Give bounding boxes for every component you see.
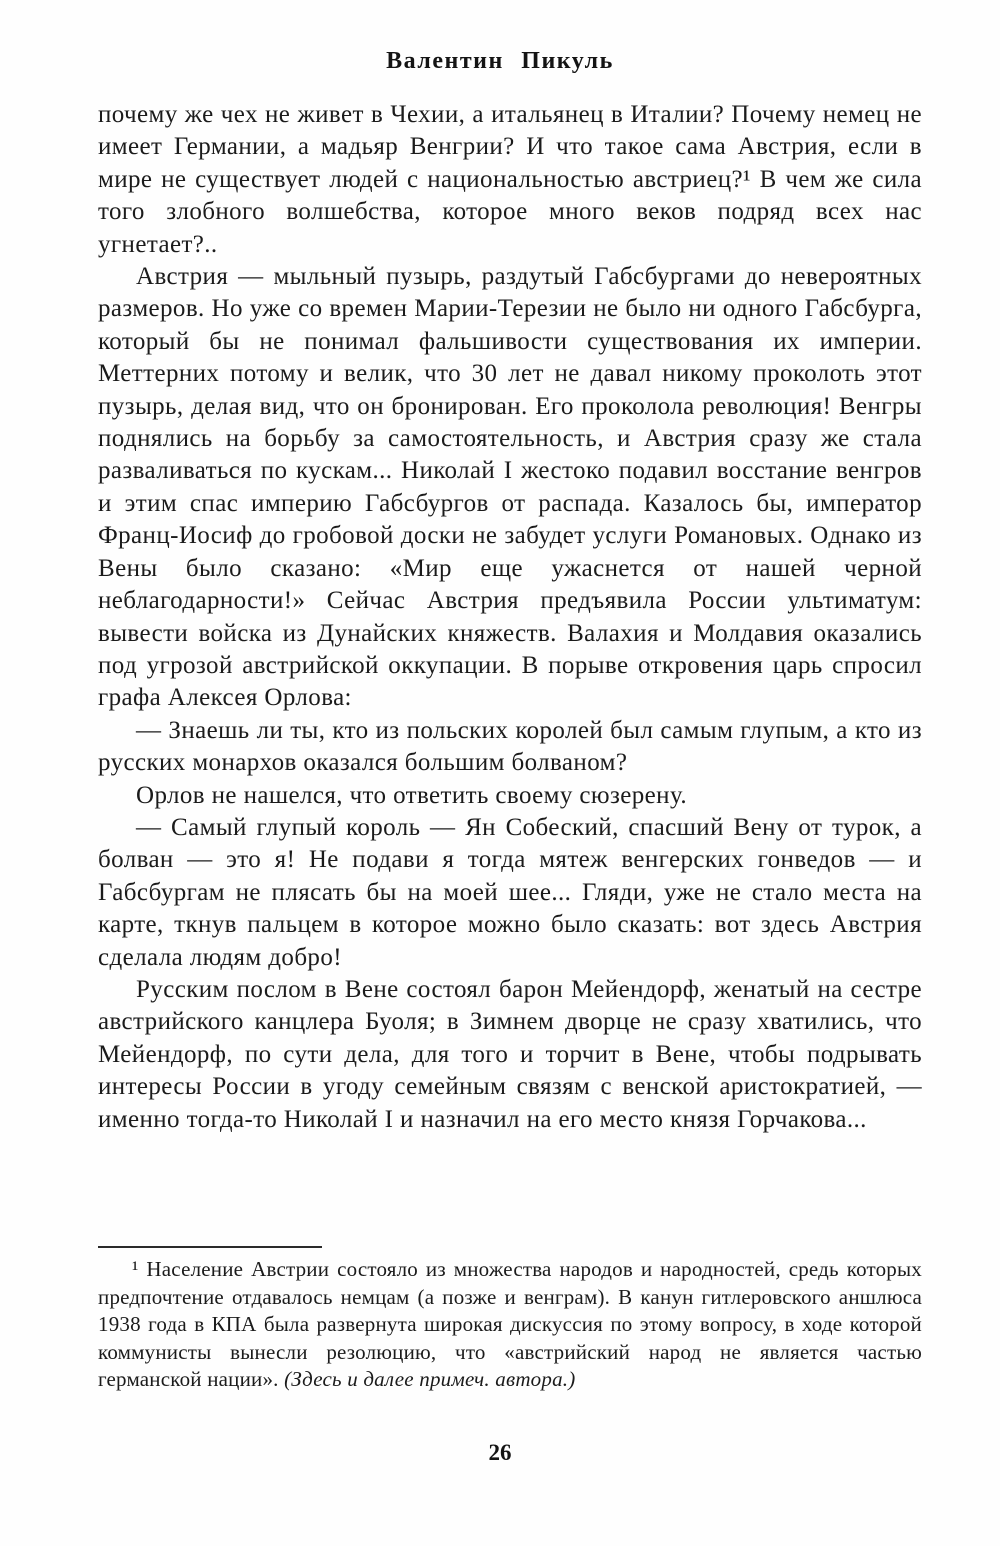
page-number: 26: [488, 1440, 512, 1465]
paragraph: Орлов не нашелся, что ответить своему сюзерену.: [136, 781, 687, 809]
footnote: [98, 1256, 922, 1394]
paragraph: Русским послом в Вене состоял барон Мейендорф, женатый на сестре австрийского канцлера Буоля; в Зимнем дворце не сразу хватились, что Мейендорф, по сути дела, для того и торчит в Вене, чтобы подрывать интересы России в угоду семейным связям с венской аристократией, — именно тогда-то Николай I и назначил на его место князя Горчакова...: [98, 975, 922, 1133]
footnote-text: ¹ Население Австрии состояло из множества народов и народностей, средь которых предпочтение отдавалось немцам (а позже и венграм). В канун гитлеровского аншлюса 1938 года в КПА была развернута широкая дискуссия по этому вопросу, в ходе которой коммунисты вынесли резолюцию, что «австрийский народ не является частью германской нации».: [98, 1257, 922, 1392]
paragraph: почему же чех не живет в Чехии, а итальянец в Италии? Почему немец не имеет Германии, а мадьяр Венгрии? И что такое сама Австрия, если в мире не существует людей с национальностью австриец?¹ В чем же сила того злобного волшебства, которое много веков подряд всех нас угнетает?..: [98, 101, 922, 258]
paragraph-dialogue: — Знаешь ли ты, кто из польских королей был самым глупым, а кто из русских монархов оказался большим болваном?: [98, 716, 922, 777]
footnote-separator: [98, 1246, 322, 1248]
footnote-attribution: (Здесь и далее примеч. автора.): [284, 1367, 576, 1392]
running-header-author: Валентин Пикуль: [386, 48, 614, 74]
paragraph-dialogue: — Самый глупый король — Ян Собеский, спасший Вену от турок, а болван — это я! Не подави я тогда мятеж венгерских гонведов — и Габсбургам не плясать бы на моей шее... Гляди, уже не стало места на карте, ткнув пальцем в которое можно было сказать: вот здесь Австрия сделала людям добро!: [98, 813, 922, 971]
body-text: [98, 99, 922, 1136]
paragraph: Австрия — мыльный пузырь, раздутый Габсбургами до невероятных размеров. Но уже со времен Марии-Терезии не было ни одного Габсбурга, который бы не понимал фальшивости существования их империи. Меттерних потому и велик, что 30 лет не давал никому проколоть этот пузырь, делая вид, что он бронирован. Его проколола революция! Венгры поднялись на борьбу за самостоятельность, и Австрия сразу же стала разваливаться по кускам... Николай I жестоко подавил восстание венгров и этим спас империю Габсбургов от распада. Казалось бы, император Франц-Иосиф до гробовой доски не забудет услуги Романовых. Однако из Вены было сказано: «Мир еще ужаснется от нашей черной неблагодарности!» Сейчас Австрия предъявила России ультиматум: вывести войска из Дунайских княжеств. Валахия и Молдавия оказались под угрозой австрийской оккупации. В порыве откровения царь спросил графа Алексея Орлова:: [98, 263, 922, 712]
